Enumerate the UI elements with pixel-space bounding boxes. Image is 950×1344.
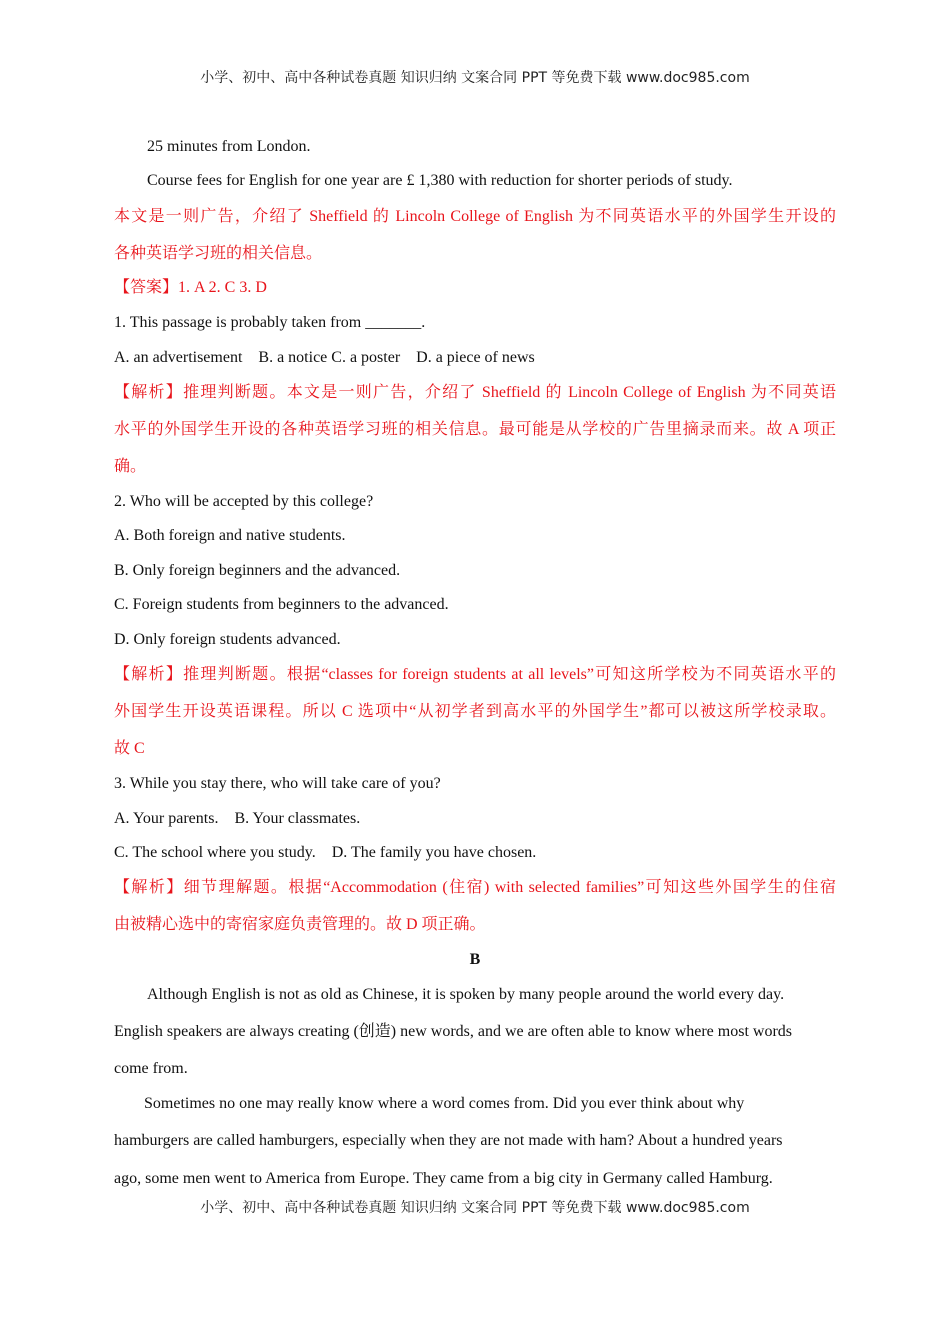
analysis-line: 【解析】推理判断题。根据“classes for foreign students at all levels”可知这所学校为不同英语水平的 bbox=[114, 666, 836, 683]
analysis-line: 外国学生开设英语课程。所以 C 选项中“从初学者到高水平的外国学生”都可以被这所学校录取。 bbox=[114, 703, 836, 720]
page-header: 小学、初中、高中各种试卷真题 知识归纳 文案合同 PPT 等免费下载 www.doc985.com bbox=[200, 70, 750, 86]
options-1: A. an advertisement B. a notice C. a poster D. a piece of news bbox=[114, 349, 535, 366]
passage-line: hamburgers are called hamburgers, especially when they are not made with ham? About a hundred years bbox=[114, 1132, 783, 1149]
option-line: A. Your parents. B. Your classmates. bbox=[114, 810, 361, 827]
text-line: Course fees for English for one year are £ 1,380 with reduction for shorter periods of study. bbox=[147, 172, 733, 189]
answer-line: 【答案】1. A 2. C 3. D bbox=[114, 279, 267, 296]
option-line: A. Both foreign and native students. bbox=[114, 527, 346, 544]
passage-line: English speakers are always creating (创造) new words, and we are often able to know where most words bbox=[114, 1023, 793, 1040]
option-line: B. Only foreign beginners and the advanced. bbox=[114, 562, 401, 579]
passage-line: ago, some men went to America from Europe. They came from a big city in Germany called Hamburg. bbox=[114, 1170, 773, 1187]
analysis-line: 确。 bbox=[114, 458, 147, 475]
analysis-line: 由被精心选中的寄宿家庭负责管理的。故 D 项正确。 bbox=[114, 916, 486, 933]
analysis-line: 【解析】细节理解题。根据“Accommodation (住宿) with selected families”可知这些外国学生的住宿 bbox=[114, 879, 836, 896]
analysis-line: 本文是一则广告，介绍了 Sheffield 的 Lincoln College of English 为不同英语水平的外国学生开设的 bbox=[114, 208, 836, 225]
option-line: C. Foreign students from beginners to the advanced. bbox=[114, 596, 449, 613]
question-3: 3. While you stay there, who will take care of you? bbox=[114, 775, 441, 792]
analysis-line: 水平的外国学生开设的各种英语学习班的相关信息。最可能是从学校的广告里摘录而来。故 A 项正 bbox=[114, 421, 836, 438]
analysis-line: 【解析】推理判断题。本文是一则广告，介绍了 Sheffield 的 Lincoln College of English 为不同英语 bbox=[114, 384, 836, 401]
option-line: D. Only foreign students advanced. bbox=[114, 631, 341, 648]
question-2: 2. Who will be accepted by this college? bbox=[114, 493, 374, 510]
section-heading: B bbox=[469, 951, 481, 968]
option-line: C. The school where you study. D. The family you have chosen. bbox=[114, 844, 537, 861]
passage-line: Although English is not as old as Chinese, it is spoken by many people around the world every day. bbox=[147, 986, 785, 1003]
analysis-line: 故 C bbox=[114, 740, 145, 757]
text-line: 25 minutes from London. bbox=[147, 138, 311, 155]
passage-line: Sometimes no one may really know where a word comes from. Did you ever think about why bbox=[144, 1095, 745, 1112]
analysis-line: 各种英语学习班的相关信息。 bbox=[114, 245, 323, 262]
question-1: 1. This passage is probably taken from _______. bbox=[114, 314, 426, 331]
page-footer: 小学、初中、高中各种试卷真题 知识归纳 文案合同 PPT 等免费下载 www.doc985.com bbox=[200, 1200, 750, 1216]
passage-line: come from. bbox=[114, 1060, 188, 1077]
